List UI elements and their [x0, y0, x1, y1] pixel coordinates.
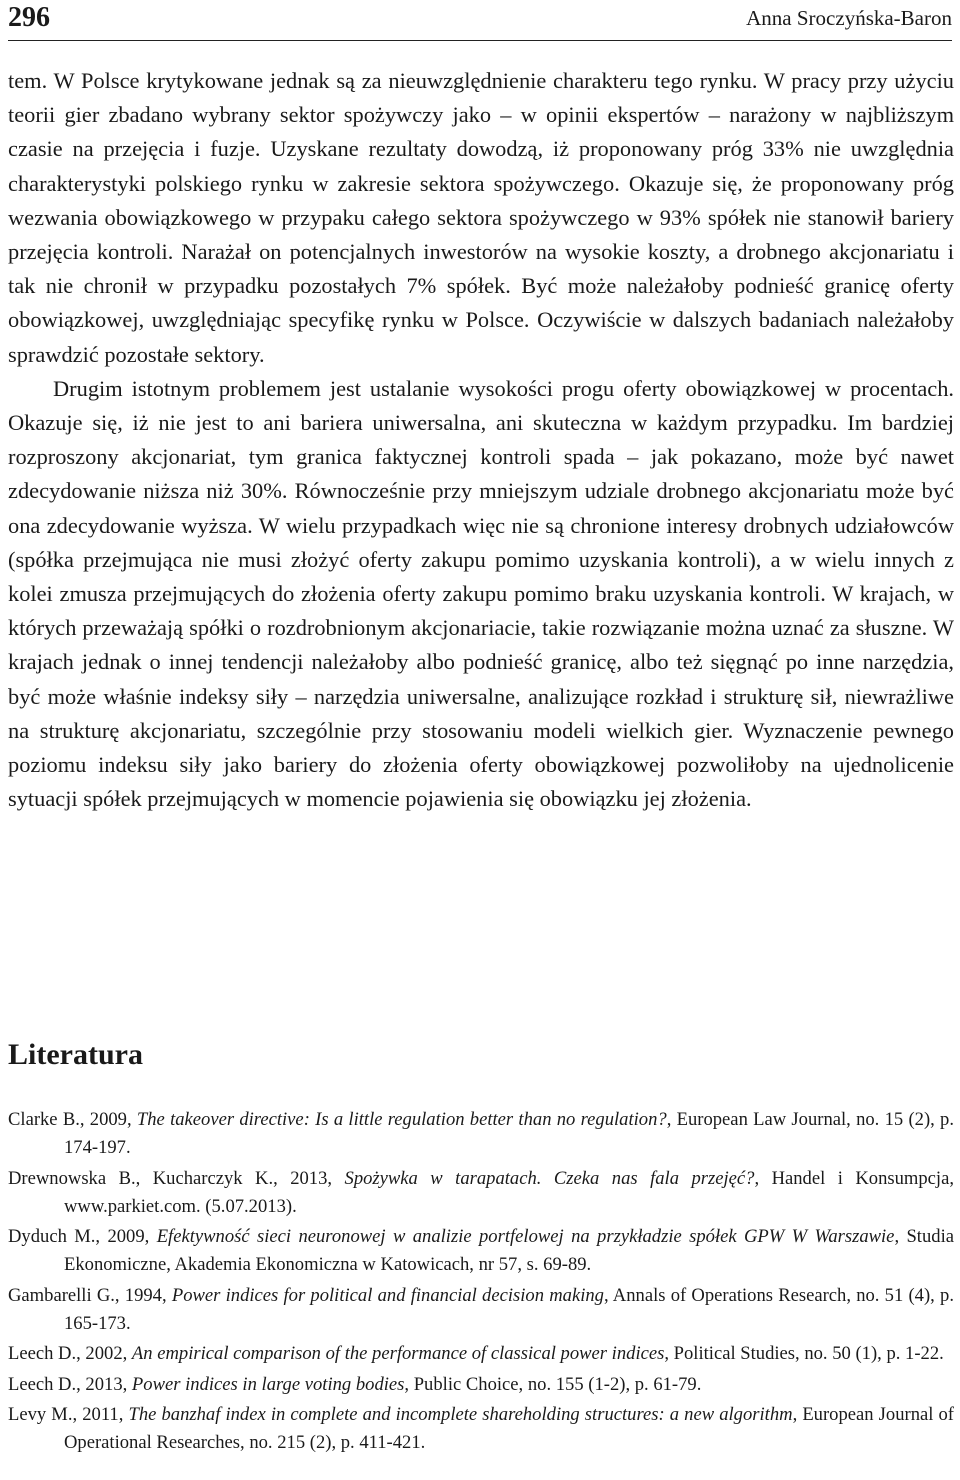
reference-source: , Studia Ekonomiczne, Akademia Ekonomiczna w Katowicach, nr 57, s. 69-89. — [64, 1226, 954, 1275]
reference-author-year: Dyduch M., 2009, — [8, 1226, 157, 1247]
reference-item — [8, 1282, 954, 1338]
reference-source: , European Law Journal, no. 15 (2), p. 174-197. — [64, 1109, 954, 1158]
section-heading-literature: Literatura — [8, 1038, 143, 1071]
reference-source: , Annals of Operations Research, no. 51 (4), p. 165-173. — [64, 1284, 954, 1334]
reference-author-year: Drewnowska B., Kucharczyk K., 2013, — [8, 1167, 345, 1189]
reference-item — [8, 1106, 954, 1162]
running-head-author: Anna Sroczyńska-Baron — [746, 6, 952, 30]
reference-title: Efektywność sieci neuronowej w analizie portfelowej na przykładzie spółek GPW W Warszawie — [156, 1226, 895, 1247]
reference-list — [8, 1106, 954, 1460]
running-header — [8, 0, 952, 41]
reference-item — [8, 1371, 954, 1399]
reference-author-year: Leech D., 2013, — [8, 1373, 132, 1395]
reference-title: The takeover directive: Is a little regulation better than no regulation? — [136, 1109, 667, 1130]
reference-title: An empirical comparison of the performance of classical power indices — [131, 1343, 665, 1364]
reference-source: , Public Choice, no. 155 (1-2), p. 61-79. — [404, 1373, 702, 1395]
reference-source: , European Journal of Operational Researches, no. 215 (2), p. 411-421. — [64, 1404, 954, 1453]
reference-source: , Handel i Konsumpcja, www.parkiet.com. (5.07.2013). — [64, 1167, 954, 1217]
page-number: 296 — [8, 2, 50, 33]
reference-author-year: Levy M., 2011, — [8, 1404, 129, 1425]
body-text — [8, 64, 954, 816]
reference-title: Power indices for political and financial decision making — [171, 1284, 604, 1306]
reference-item — [8, 1401, 954, 1457]
reference-item — [8, 1223, 954, 1279]
reference-title: The banzhaf index in complete and incomplete shareholding structures: a new algorithm — [128, 1404, 793, 1425]
reference-title: Power indices in large voting bodies — [131, 1373, 405, 1395]
reference-author-year: Leech D., 2002, — [8, 1343, 132, 1364]
reference-title: Spożywka w tarapatach. Czeka nas fala przejęć? — [344, 1167, 755, 1189]
reference-item — [8, 1340, 954, 1368]
reference-author-year: Gambarelli G., 1994, — [8, 1284, 172, 1306]
reference-item — [8, 1165, 954, 1221]
reference-source: , Political Studies, no. 50 (1), p. 1-22. — [664, 1343, 944, 1364]
paragraph: Drugim istotnym problemem jest ustalanie wysokości progu oferty obowiązkowej w procentach. Okazuje się, iż nie jest to ani bariera uniwersalna, ani skuteczna w każdym przypadku. Im bardziej rozproszony akcjonariat, tym granica faktycznej kontroli spada – jak pokazano, może być nawet zdecydowanie niższa niż 30%. Równocześnie przy mniejszym udziale drobnego akcjonariatu może być ona zdecydowanie wyższa. W wielu przypadkach więc nie są chronione interesy drobnych udziałowców (spółka przejmująca nie musi złożyć oferty zakupu pomimo uzyskania kontroli), a w wielu innych z kolei zmusza przejmujących do złożenia oferty zakupu pomimo braku uzyskania kontroli. W krajach, w których przeważają spółki o rozdrobnionym akcjonariacie, takie rozwiązanie można uznać za słuszne. W krajach jednak o innej tendencji należałoby albo podnieść granicę, albo też sięgnąć po inne narzędzia, być może właśnie indeksy siły – narzędzia uniwersalne, analizujące rozkład i strukturę sił, niewrażliwe na strukturę akcjonariatu, szczególnie przy stosowaniu modeli wielkich gier. Wyznaczenie pewnego poziomu indeksu siły jako bariery do złożenia oferty obowiązkowej pozwoliłoby na ujednolicenie sytuacji spółek przejmujących w momencie pojawienia się obowiązku jej złożenia. — [8, 375, 954, 812]
reference-author-year: Clarke B., 2009, — [8, 1109, 137, 1130]
paragraph: tem. W Polsce krytykowane jednak są za nieuwzględnienie charakteru tego rynku. W pracy przy użyciu teorii gier zbadano wybrany sektor spożywczy jako – w opinii ekspertów – narażony w najbliższym czasie na przejęcia i fuzje. Uzyskane rezultaty dowodzą, iż proponowany próg 33% nie uwzględnia charakterystyki polskiego rynku w zakresie sektora spożywczego. Okazuje się, że proponowany próg wezwania obowiązkowego w przypaku całego sektora spożywczego w 93% spółek nie stanowił bariery przejęcia kontroli. Narażał on potencjalnych inwestorów na wysokie koszty, a drobnego akcjonariatu i tak nie chronił w przypadku pozostałych 7% spółek. Być może należałoby podnieść granicę oferty obowiązkowej, uwzględniając specyfikę rynku w Polsce. Oczywiście w dalszych badaniach należałoby sprawdzić pozostałe sektory. — [8, 68, 954, 367]
